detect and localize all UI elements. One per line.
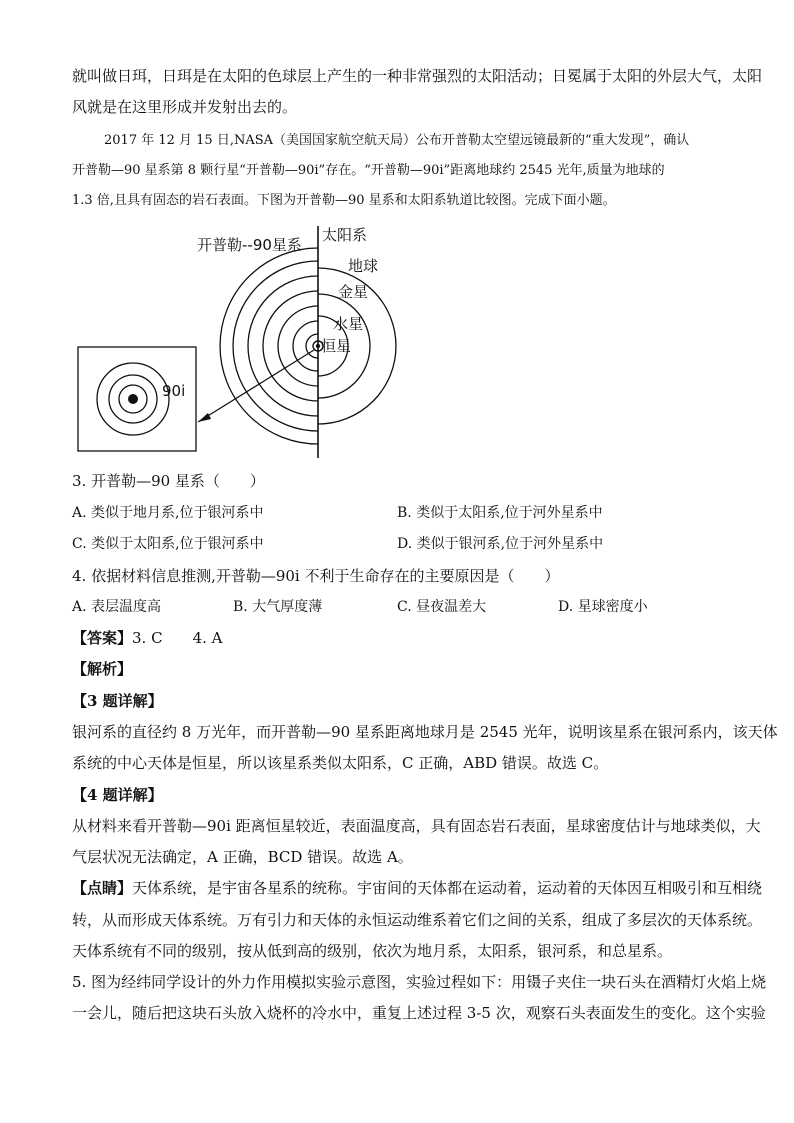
detail3-tag: 【3 题详解】: [72, 692, 163, 710]
q3-option-c[interactable]: C. 类似于太阳系,位于银河系中: [72, 536, 264, 552]
kepler-orbit-3: [248, 276, 318, 416]
material-line-2: 开普勒—90 星系第 8 颗行星“开普勒—90i”存在。“开普勒—90i”距离地球约 2545 光年,质量为地球的: [72, 163, 665, 178]
q4-stem: 4. 依据材料信息推测,开普勒—90i 不利于生命存在的主要原因是（ ）: [72, 567, 560, 585]
q4-option-a[interactable]: A. 表层温度高: [72, 599, 162, 615]
kepler-orbit-5: [278, 306, 318, 386]
detail3-line-2: 系统的中心天体是恒星，所以该星系类似太阳系，C 正确，ABD 错误。故选 C。: [72, 754, 609, 772]
label-mercury: 水星: [333, 315, 364, 333]
kepler-orbit-4: [263, 291, 318, 401]
material-line-3: 1.3 倍,且具有固态的岩石表面。下图为开普勒—90 星系和太阳系轨道比较图。完成下面小题。: [72, 193, 616, 208]
remark-tag: 【点睛】: [72, 879, 133, 897]
q3-option-d[interactable]: D. 类似于银河系,位于河外星系中: [397, 536, 604, 552]
remark-line-1: [72, 878, 762, 898]
answer-tag: 【答案】: [72, 629, 133, 647]
arrow-head-icon: [198, 413, 211, 422]
remark-line-3: 天体系统有不同的级别，按从低到高的级别，依次为地月系，太阳系，银河系，和总星系。: [72, 942, 673, 960]
q4-option-d[interactable]: D. 星球密度小: [558, 599, 648, 615]
label-venus: 金星: [338, 283, 369, 301]
q4-option-c[interactable]: C. 昼夜温差大: [397, 599, 487, 615]
kepler-orbit-2: [233, 261, 318, 431]
label-earth: 地球: [348, 257, 379, 275]
detail4-line-2: 气层状况无法确定，A 正确，BCD 错误。故选 A。: [72, 848, 413, 866]
detail4-line-1: 从材料来看开普勒—90i 距离恒星较近，表面温度高，具有固态岩石表面，星球密度估计与地球类似，大: [72, 817, 761, 835]
label-solar-system: 太阳系: [322, 226, 368, 244]
q5-line-2: 一会儿，随后把这块石头放入烧杯的冷水中，重复上述过程 3-5 次，观察石头表面发生的变化。这个实验: [72, 1004, 766, 1022]
label-star: 恒星: [321, 337, 352, 355]
answer-text: 3. C 4. A: [132, 629, 223, 647]
material-line-1: 2017 年 12 月 15 日,NASA（美国国家航空航天局）公布开普勒太空望远镜最新的“重大发现”，确认: [104, 133, 690, 148]
inset-star-icon: [128, 394, 138, 404]
answer-row: [72, 628, 223, 648]
q4-option-b[interactable]: B. 大气厚度薄: [233, 599, 323, 615]
pointer-arrow: [198, 350, 314, 422]
detail3-line-1: 银河系的直径约 8 万光年，而开普勒—90 星系距离地球月是 2545 光年，说明该星系在银河系内，该天体: [72, 723, 778, 741]
orbit-comparison-diagram: [70, 222, 440, 462]
remark-line-2: 转，从而形成天体系统。万有引力和天体的永恒运动维系着它们之间的关系，组成了多层次的天体系统。: [72, 911, 763, 929]
label-kepler-system: 开普勒--90星系: [197, 236, 302, 254]
detail4-tag: 【4 题详解】: [72, 786, 163, 804]
intro-line-2: 风就是在这里形成并发射出去的。: [72, 98, 298, 116]
q5-line-1: 5. 图为经纬同学设计的外力作用模拟实验示意图，实验过程如下：用镊子夹住一块石头在酒精灯火焰上烧: [72, 973, 767, 991]
intro-line-1: 就叫做日珥，日珥是在太阳的色球层上产生的一种非常强烈的太阳活动；日冕属于太阳的外层大气，太阳: [72, 67, 763, 85]
q3-stem: 3. 开普勒—90 星系（ ）: [72, 472, 265, 490]
q3-option-b[interactable]: B. 类似于太阳系,位于河外星系中: [397, 505, 603, 521]
label-90i: 90i: [162, 382, 186, 400]
remark-text-1: 天体系统，是宇宙各星系的统称。宇宙间的天体都在运动着，运动着的天体因互相吸引和互相绕: [132, 879, 763, 897]
analysis-tag: 【解析】: [72, 660, 133, 678]
q3-option-a[interactable]: A. 类似于地月系,位于银河系中: [72, 505, 264, 521]
